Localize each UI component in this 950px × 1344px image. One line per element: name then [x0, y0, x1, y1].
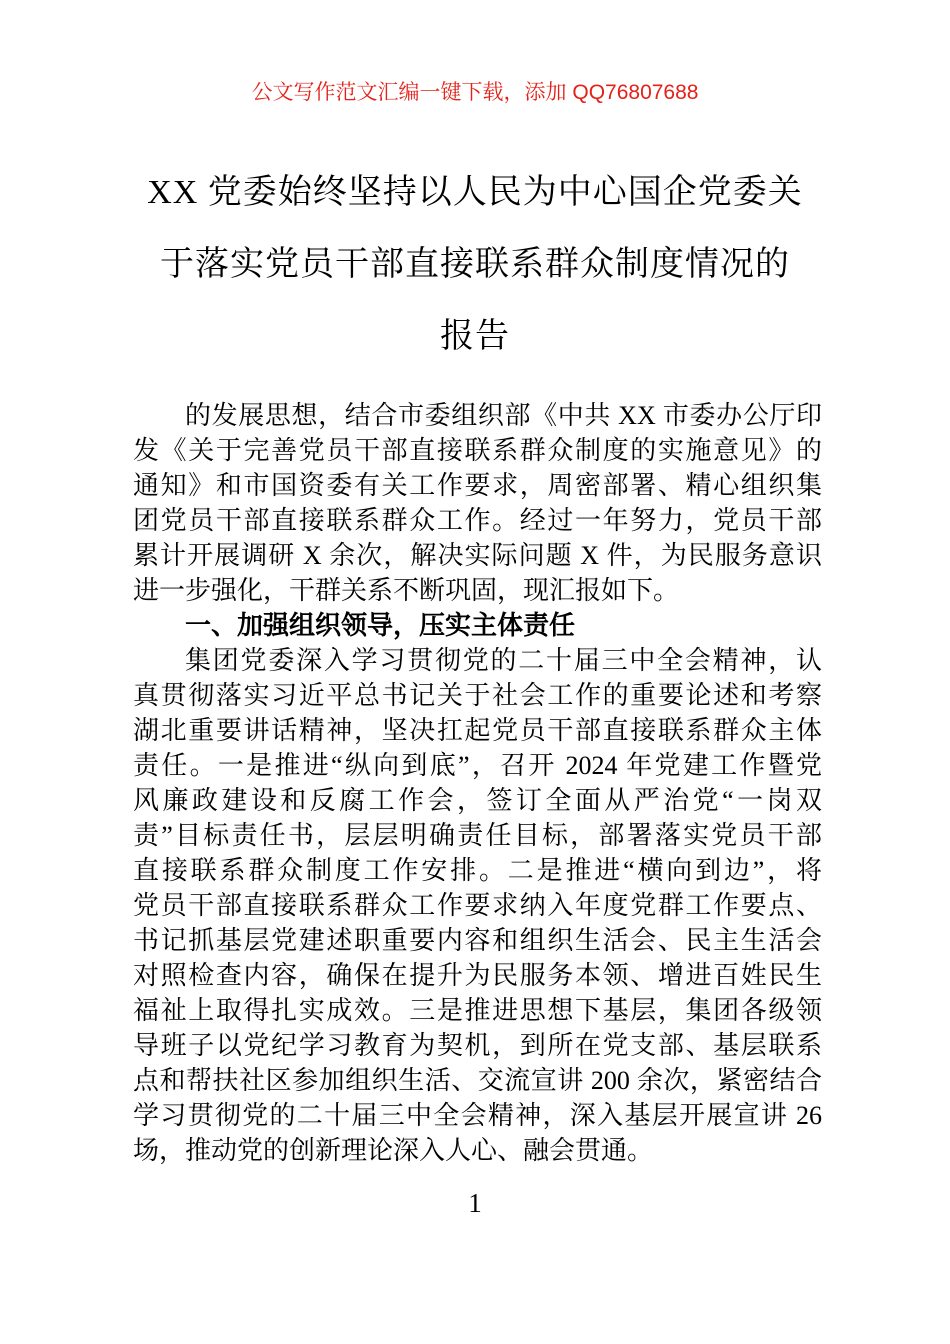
- body-line: 集团党委深入学习贯彻党的二十届三中全会精神，认: [185, 646, 822, 675]
- body-line: 进一步强化，干群关系不断巩固，现汇报如下。: [133, 576, 680, 605]
- download-notice: 公文写作范文汇编一键下载，添加 QQ76807688: [251, 81, 699, 104]
- document-title-line-2: 于落实党员干部直接联系群众制度情况的: [160, 246, 790, 283]
- body-line: 学习贯彻党的二十届三中全会精神，深入基层开展宣讲 26: [133, 1101, 822, 1130]
- body-line: 福祉上取得扎实成效。三是推进思想下基层，集团各级领: [133, 996, 822, 1025]
- section-heading: 一、加强组织领导，压实主体责任: [185, 610, 576, 640]
- body-line: 导班子以党纪学习教育为契机，到所在党支部、基层联系: [133, 1031, 822, 1060]
- document-body: [133, 398, 822, 1168]
- document-title-line-1: XX 党委始终坚持以人民为中心国企党委关: [147, 174, 803, 211]
- body-line: 真贯彻落实习近平总书记关于社会工作的重要论述和考察: [133, 681, 822, 710]
- body-line: 风廉政建设和反腐工作会，签订全面从严治党“一岗双: [133, 786, 822, 815]
- body-line: 书记抓基层党建述职重要内容和组织生活会、民主生活会: [133, 926, 822, 955]
- body-line: 对照检查内容，确保在提升为民服务本领、增进百姓民生: [133, 961, 822, 990]
- document-title-line-3: 报告: [440, 318, 510, 355]
- body-line: 点和帮扶社区参加组织生活、交流宣讲 200 余次，紧密结合: [133, 1066, 822, 1095]
- body-line: 责任。一是推进“纵向到底”，召开 2024 年党建工作暨党: [133, 751, 822, 780]
- body-line: 湖北重要讲话精神，坚决扛起党员干部直接联系群众主体: [133, 716, 822, 745]
- body-line: 发《关于完善党员干部直接联系群众制度的实施意见》的: [133, 436, 822, 465]
- body-line: 通知》和市国资委有关工作要求，周密部署、精心组织集: [133, 471, 822, 500]
- body-line: 责”目标责任书，层层明确责任目标，部署落实党员干部: [133, 821, 822, 850]
- page-number: 1: [468, 1188, 482, 1218]
- body-line: 累计开展调研 X 余次，解决实际问题 X 件，为民服务意识: [133, 541, 822, 570]
- body-line: 党员干部直接联系群众工作要求纳入年度党群工作要点、: [133, 891, 822, 920]
- body-line: 直接联系群众制度工作安排。二是推进“横向到边”，将: [133, 856, 822, 885]
- body-line: 场，推动党的创新理论深入人心、融会贯通。: [133, 1136, 654, 1165]
- document-title: [130, 157, 820, 373]
- body-line: 的发展思想，结合市委组织部《中共 XX 市委办公厅印: [185, 401, 822, 430]
- body-line: 团党员干部直接联系群众工作。经过一年努力，党员干部: [133, 506, 822, 535]
